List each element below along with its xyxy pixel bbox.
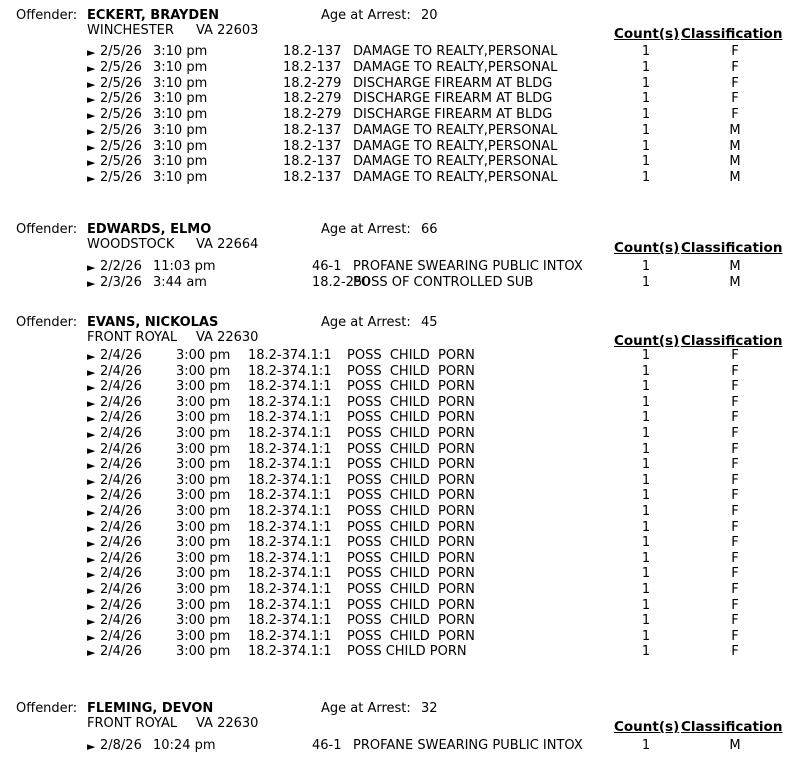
charge-date: 2/5/26 xyxy=(100,154,142,169)
charge-time: 3:00 pm xyxy=(176,473,231,488)
row-marker-icon: ► xyxy=(87,350,96,363)
offender-name: ECKERT, BRAYDEN xyxy=(87,8,219,23)
offender-city: WINCHESTER xyxy=(87,23,174,38)
charge-description: POSS CHILD PORN xyxy=(347,410,475,425)
age-label: Age at Arrest: xyxy=(321,315,411,330)
age-label: Age at Arrest: xyxy=(321,8,411,23)
charge-description: POSS CHILD PORN xyxy=(347,504,475,519)
charge-description: DAMAGE TO REALTY,PERSONAL xyxy=(353,44,558,59)
charge-description: POSS CHILD PORN xyxy=(347,348,475,363)
charge-description: DISCHARGE FIREARM AT BLDG xyxy=(353,107,553,122)
charge-count: 1 xyxy=(641,629,651,644)
row-marker-icon: ► xyxy=(87,631,96,644)
charge-date: 2/4/26 xyxy=(100,566,142,581)
charge-count: 1 xyxy=(641,488,651,503)
charge-classification: F xyxy=(731,410,739,425)
charge-date: 2/2/26 xyxy=(100,259,142,274)
charge-description: POSS CHILD PORN xyxy=(347,488,475,503)
charge-code: 18.2-137 xyxy=(283,154,342,169)
charge-date: 2/5/26 xyxy=(100,107,142,122)
charge-count: 1 xyxy=(641,457,651,472)
classification-header: Classification xyxy=(681,719,783,735)
charge-description: DAMAGE TO REALTY,PERSONAL xyxy=(353,154,558,169)
charge-classification: F xyxy=(731,504,739,519)
charge-classification: M xyxy=(729,738,741,753)
charge-description: POSS CHILD PORN xyxy=(347,520,475,535)
charge-classification: F xyxy=(731,473,739,488)
charge-classification: F xyxy=(731,598,739,613)
charge-date: 2/5/26 xyxy=(100,60,142,75)
charge-time: 3:10 pm xyxy=(153,76,208,91)
charge-description: POSS CHILD PORN xyxy=(347,582,475,597)
charge-classification: F xyxy=(731,520,739,535)
charge-code: 18.2-374.1:1 xyxy=(248,629,332,644)
age-label: Age at Arrest: xyxy=(321,222,411,237)
charge-date: 2/8/26 xyxy=(100,738,142,753)
charge-code: 18.2-279 xyxy=(283,107,342,122)
charge-date: 2/4/26 xyxy=(100,520,142,535)
offender-city: FRONT ROYAL xyxy=(87,716,178,731)
charge-time: 10:24 pm xyxy=(153,738,216,753)
charge-classification: F xyxy=(731,535,739,550)
offender-label: Offender: xyxy=(16,222,78,237)
charge-classification: F xyxy=(731,348,739,363)
row-marker-icon: ► xyxy=(87,78,96,91)
charge-date: 2/4/26 xyxy=(100,644,142,659)
charge-time: 3:10 pm xyxy=(153,91,208,106)
offender-name: EDWARDS, ELMO xyxy=(87,222,212,237)
charge-code: 18.2-279 xyxy=(283,91,342,106)
charge-count: 1 xyxy=(641,364,651,379)
charge-classification: M xyxy=(729,275,741,290)
charge-code: 18.2-137 xyxy=(283,123,342,138)
counts-header: Count(s) xyxy=(614,333,680,349)
charge-count: 1 xyxy=(641,348,651,363)
charge-count: 1 xyxy=(641,566,651,581)
charge-code: 18.2-374.1:1 xyxy=(248,395,332,410)
charge-count: 1 xyxy=(641,259,651,274)
age-value: 20 xyxy=(421,8,438,23)
charge-time: 3:00 pm xyxy=(176,566,231,581)
charge-count: 1 xyxy=(641,139,651,154)
charge-classification: F xyxy=(731,76,739,91)
charge-time: 3:00 pm xyxy=(176,348,231,363)
row-marker-icon: ► xyxy=(87,366,96,379)
age-value: 66 xyxy=(421,222,438,237)
charge-date: 2/4/26 xyxy=(100,395,142,410)
offender-city: WOODSTOCK xyxy=(87,237,175,252)
charge-date: 2/4/26 xyxy=(100,442,142,457)
charge-date: 2/4/26 xyxy=(100,629,142,644)
charge-time: 3:10 pm xyxy=(153,170,208,185)
offender-state-zip: VA 22664 xyxy=(196,237,259,252)
charge-description: POSS CHILD PORN xyxy=(347,644,467,659)
charge-code: 18.2-374.1:1 xyxy=(248,364,332,379)
charge-time: 3:00 pm xyxy=(176,644,231,659)
charge-code: 18.2-137 xyxy=(283,139,342,154)
charge-description: POSS CHILD PORN xyxy=(347,426,475,441)
charge-time: 3:00 pm xyxy=(176,551,231,566)
charge-code: 18.2-137 xyxy=(283,44,342,59)
charge-count: 1 xyxy=(641,598,651,613)
charge-time: 3:00 pm xyxy=(176,457,231,472)
charge-description: POSS CHILD PORN xyxy=(347,598,475,613)
charge-code: 18.2-137 xyxy=(283,60,342,75)
charge-description: DAMAGE TO REALTY,PERSONAL xyxy=(353,170,558,185)
charge-description: POSS CHILD PORN xyxy=(347,566,475,581)
charge-time: 3:00 pm xyxy=(176,504,231,519)
charge-classification: M xyxy=(729,139,741,154)
charge-classification: M xyxy=(729,170,741,185)
charge-classification: F xyxy=(731,551,739,566)
charge-date: 2/4/26 xyxy=(100,598,142,613)
charge-time: 3:10 pm xyxy=(153,154,208,169)
age-label: Age at Arrest: xyxy=(321,701,411,716)
charge-time: 3:00 pm xyxy=(176,582,231,597)
charge-count: 1 xyxy=(641,535,651,550)
charge-date: 2/4/26 xyxy=(100,348,142,363)
offender-state-zip: VA 22630 xyxy=(196,716,259,731)
charge-date: 2/4/26 xyxy=(100,488,142,503)
row-marker-icon: ► xyxy=(87,475,96,488)
charge-time: 3:00 pm xyxy=(176,442,231,457)
row-marker-icon: ► xyxy=(87,459,96,472)
charge-date: 2/4/26 xyxy=(100,426,142,441)
charge-description: POSS CHILD PORN xyxy=(347,551,475,566)
charge-count: 1 xyxy=(641,395,651,410)
charge-code: 18.2-374.1:1 xyxy=(248,582,332,597)
charge-time: 3:00 pm xyxy=(176,629,231,644)
charge-classification: F xyxy=(731,60,739,75)
charge-time: 3:00 pm xyxy=(176,598,231,613)
row-marker-icon: ► xyxy=(87,522,96,535)
row-marker-icon: ► xyxy=(87,506,96,519)
charge-date: 2/5/26 xyxy=(100,139,142,154)
classification-header: Classification xyxy=(681,333,783,349)
charge-count: 1 xyxy=(641,60,651,75)
classification-header: Classification xyxy=(681,26,783,42)
charge-code: 18.2-374.1:1 xyxy=(248,442,332,457)
charge-classification: F xyxy=(731,442,739,457)
charge-count: 1 xyxy=(641,442,651,457)
row-marker-icon: ► xyxy=(87,156,96,169)
offender-label: Offender: xyxy=(16,8,78,23)
charge-date: 2/5/26 xyxy=(100,170,142,185)
charge-time: 3:00 pm xyxy=(176,426,231,441)
charge-count: 1 xyxy=(641,154,651,169)
charge-date: 2/4/26 xyxy=(100,364,142,379)
charge-code: 18.2-374.1:1 xyxy=(248,598,332,613)
charge-classification: F xyxy=(731,488,739,503)
row-marker-icon: ► xyxy=(87,490,96,503)
charge-date: 2/4/26 xyxy=(100,535,142,550)
charge-description: POSS OF CONTROLLED SUB xyxy=(353,275,534,290)
charge-description: POSS CHILD PORN xyxy=(347,457,475,472)
charge-classification: F xyxy=(731,91,739,106)
charge-time: 3:10 pm xyxy=(153,123,208,138)
charge-count: 1 xyxy=(641,551,651,566)
charge-time: 3:00 pm xyxy=(176,613,231,628)
row-marker-icon: ► xyxy=(87,62,96,75)
charge-time: 11:03 pm xyxy=(153,259,216,274)
charge-time: 3:00 pm xyxy=(176,395,231,410)
offender-label: Offender: xyxy=(16,315,78,330)
charge-date: 2/5/26 xyxy=(100,123,142,138)
charge-description: POSS CHILD PORN xyxy=(347,629,475,644)
row-marker-icon: ► xyxy=(87,261,96,274)
charge-classification: F xyxy=(731,379,739,394)
charge-count: 1 xyxy=(641,123,651,138)
row-marker-icon: ► xyxy=(87,537,96,550)
charge-count: 1 xyxy=(641,473,651,488)
counts-header: Count(s) xyxy=(614,26,680,42)
charge-description: POSS CHILD PORN xyxy=(347,395,475,410)
charge-code: 18.2-279 xyxy=(283,76,342,91)
charge-code: 18.2-374.1:1 xyxy=(248,551,332,566)
charge-code: 18.2-374.1:1 xyxy=(248,566,332,581)
charge-date: 2/4/26 xyxy=(100,457,142,472)
charge-time: 3:00 pm xyxy=(176,379,231,394)
charge-count: 1 xyxy=(641,170,651,185)
charge-count: 1 xyxy=(641,275,651,290)
charge-description: POSS CHILD PORN xyxy=(347,442,475,457)
charge-description: DAMAGE TO REALTY,PERSONAL xyxy=(353,60,558,75)
charge-time: 3:00 pm xyxy=(176,520,231,535)
charge-date: 2/4/26 xyxy=(100,582,142,597)
charge-description: POSS CHILD PORN xyxy=(347,535,475,550)
offender-state-zip: VA 22630 xyxy=(196,330,259,345)
charge-count: 1 xyxy=(641,44,651,59)
offender-city: FRONT ROYAL xyxy=(87,330,178,345)
charge-count: 1 xyxy=(641,582,651,597)
charge-date: 2/5/26 xyxy=(100,91,142,106)
row-marker-icon: ► xyxy=(87,553,96,566)
charge-date: 2/4/26 xyxy=(100,379,142,394)
classification-header: Classification xyxy=(681,240,783,256)
charge-code: 18.2-374.1:1 xyxy=(248,613,332,628)
row-marker-icon: ► xyxy=(87,568,96,581)
charge-code: 18.2-374.1:1 xyxy=(248,520,332,535)
charge-code: 46-1 xyxy=(312,738,342,753)
charge-code: 18.2-374.1:1 xyxy=(248,473,332,488)
charge-time: 3:00 pm xyxy=(176,364,231,379)
charge-classification: F xyxy=(731,426,739,441)
charge-date: 2/4/26 xyxy=(100,504,142,519)
charge-time: 3:10 pm xyxy=(153,107,208,122)
charge-description: DAMAGE TO REALTY,PERSONAL xyxy=(353,139,558,154)
charge-count: 1 xyxy=(641,613,651,628)
charge-description: POSS CHILD PORN xyxy=(347,613,475,628)
charge-code: 18.2-374.1:1 xyxy=(248,535,332,550)
charge-classification: F xyxy=(731,364,739,379)
charge-code: 18.2-137 xyxy=(283,170,342,185)
charge-classification: F xyxy=(731,566,739,581)
charge-date: 2/4/26 xyxy=(100,410,142,425)
row-marker-icon: ► xyxy=(87,277,96,290)
row-marker-icon: ► xyxy=(87,428,96,441)
charge-count: 1 xyxy=(641,504,651,519)
charge-classification: F xyxy=(731,395,739,410)
row-marker-icon: ► xyxy=(87,381,96,394)
charge-count: 1 xyxy=(641,520,651,535)
row-marker-icon: ► xyxy=(87,109,96,122)
charge-classification: F xyxy=(731,44,739,59)
row-marker-icon: ► xyxy=(87,125,96,138)
row-marker-icon: ► xyxy=(87,46,96,59)
charge-description: DISCHARGE FIREARM AT BLDG xyxy=(353,76,553,91)
charge-date: 2/4/26 xyxy=(100,473,142,488)
row-marker-icon: ► xyxy=(87,93,96,106)
row-marker-icon: ► xyxy=(87,141,96,154)
charge-date: 2/4/26 xyxy=(100,551,142,566)
row-marker-icon: ► xyxy=(87,584,96,597)
row-marker-icon: ► xyxy=(87,412,96,425)
offender-label: Offender: xyxy=(16,701,78,716)
charge-code: 18.2-374.1:1 xyxy=(248,644,332,659)
charge-time: 3:00 pm xyxy=(176,535,231,550)
charge-count: 1 xyxy=(641,379,651,394)
charge-code: 18.2-250 xyxy=(312,275,371,290)
charge-classification: M xyxy=(729,123,741,138)
offender-state-zip: VA 22603 xyxy=(196,23,259,38)
charge-classification: M xyxy=(729,154,741,169)
row-marker-icon: ► xyxy=(87,646,96,659)
charge-classification: M xyxy=(729,259,741,274)
charge-code: 18.2-374.1:1 xyxy=(248,426,332,441)
charge-code: 18.2-374.1:1 xyxy=(248,348,332,363)
charge-time: 3:00 pm xyxy=(176,488,231,503)
row-marker-icon: ► xyxy=(87,600,96,613)
charge-description: PROFANE SWEARING PUBLIC INTOX xyxy=(353,259,583,274)
charge-count: 1 xyxy=(641,76,651,91)
charge-time: 3:00 pm xyxy=(176,410,231,425)
charge-classification: F xyxy=(731,644,739,659)
charge-count: 1 xyxy=(641,91,651,106)
charge-description: POSS CHILD PORN xyxy=(347,379,475,394)
row-marker-icon: ► xyxy=(87,397,96,410)
charge-description: DAMAGE TO REALTY,PERSONAL xyxy=(353,123,558,138)
charge-code: 18.2-374.1:1 xyxy=(248,410,332,425)
charge-description: DISCHARGE FIREARM AT BLDG xyxy=(353,91,553,106)
charge-classification: F xyxy=(731,613,739,628)
row-marker-icon: ► xyxy=(87,172,96,185)
charge-date: 2/4/26 xyxy=(100,613,142,628)
charge-code: 18.2-374.1:1 xyxy=(248,379,332,394)
charge-date: 2/5/26 xyxy=(100,44,142,59)
charge-time: 3:10 pm xyxy=(153,44,208,59)
charge-count: 1 xyxy=(641,738,651,753)
charge-time: 3:10 pm xyxy=(153,139,208,154)
row-marker-icon: ► xyxy=(87,740,96,753)
offender-name: FLEMING, DEVON xyxy=(87,701,214,716)
charge-description: POSS CHILD PORN xyxy=(347,364,475,379)
charge-count: 1 xyxy=(641,410,651,425)
charge-classification: F xyxy=(731,582,739,597)
charge-time: 3:44 am xyxy=(153,275,207,290)
charge-date: 2/5/26 xyxy=(100,76,142,91)
age-value: 32 xyxy=(421,701,438,716)
charge-description: PROFANE SWEARING PUBLIC INTOX xyxy=(353,738,583,753)
charge-code: 46-1 xyxy=(312,259,342,274)
counts-header: Count(s) xyxy=(614,719,680,735)
charge-time: 3:10 pm xyxy=(153,60,208,75)
charge-classification: F xyxy=(731,457,739,472)
age-value: 45 xyxy=(421,315,438,330)
charge-code: 18.2-374.1:1 xyxy=(248,488,332,503)
charge-count: 1 xyxy=(641,107,651,122)
charge-date: 2/3/26 xyxy=(100,275,142,290)
charge-code: 18.2-374.1:1 xyxy=(248,504,332,519)
charge-description: POSS CHILD PORN xyxy=(347,473,475,488)
counts-header: Count(s) xyxy=(614,240,680,256)
row-marker-icon: ► xyxy=(87,615,96,628)
row-marker-icon: ► xyxy=(87,444,96,457)
charge-classification: F xyxy=(731,629,739,644)
charge-classification: F xyxy=(731,107,739,122)
charge-code: 18.2-374.1:1 xyxy=(248,457,332,472)
offender-name: EVANS, NICKOLAS xyxy=(87,315,219,330)
charge-count: 1 xyxy=(641,644,651,659)
charge-count: 1 xyxy=(641,426,651,441)
